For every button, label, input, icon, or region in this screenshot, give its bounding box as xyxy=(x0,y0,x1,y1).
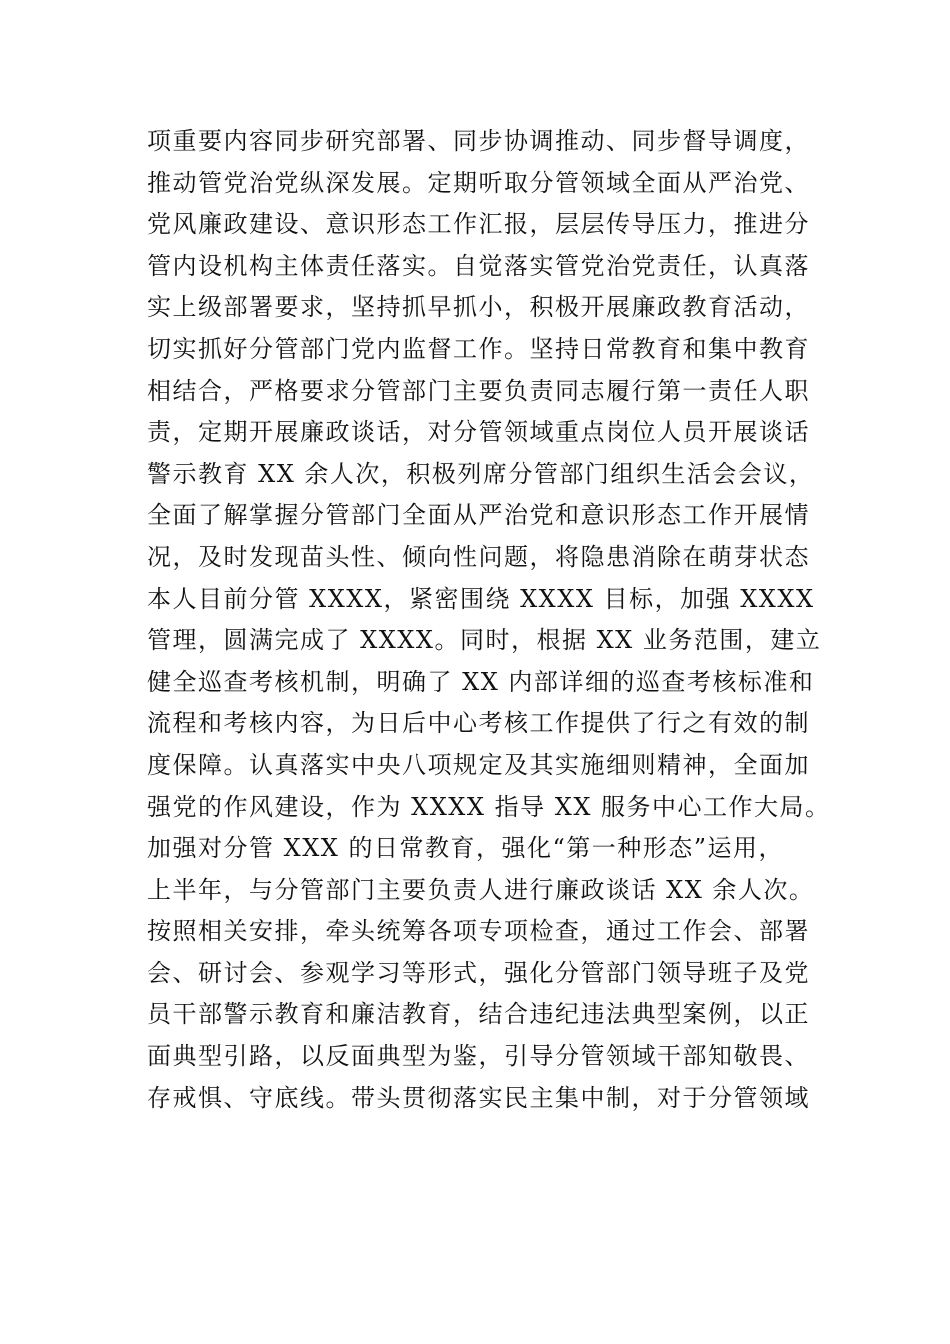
text-line: 况，及时发现苗头性、倾向性问题，将隐患消除在萌芽状态 xyxy=(147,542,810,571)
text-line: 党风廉政建设、意识形态工作汇报，层层传导压力，推进分 xyxy=(147,210,810,239)
text-line: 管理，圆满完成了 XXXX。同时，根据 XX 业务范围，建立 xyxy=(147,626,822,655)
text-line: 管内设机构主体责任落实。自觉落实管党治党责任，认真落 xyxy=(147,251,810,280)
text-line: 全面了解掌握分管部门全面从严治党和意识形态工作开展情 xyxy=(147,501,810,530)
text-line: 切实抓好分管部门党内监督工作。坚持日常教育和集中教育 xyxy=(147,334,810,363)
text-line: 流程和考核内容，为日后中心考核工作提供了行之有效的制 xyxy=(147,709,810,738)
text-line: 健全巡查考核机制，明确了 XX 内部详细的巡查考核标准和 xyxy=(147,667,815,696)
text-line: 员干部警示教育和廉洁教育，结合违纪违法典型案例，以正 xyxy=(147,1000,810,1029)
text-line: 强党的作风建设，作为 XXXX 指导 XX 服务中心工作大局。 xyxy=(147,792,831,821)
text-line: 项重要内容同步研究部署、同步协调推动、同步督导调度， xyxy=(147,127,810,155)
text-line: 面典型引路，以反面典型为鉴，引导分管领域干部知敬畏、 xyxy=(147,1042,810,1071)
text-line: 警示教育 XX 余人次，积极列席分管部门组织生活会会议， xyxy=(147,459,815,488)
text-line: 本人目前分管 XXXX，紧密围绕 XXXX 目标，加强 XXXX xyxy=(147,584,815,613)
body-text xyxy=(147,121,831,1119)
text-line: 加强对分管 XXX 的日常教育，强化“第一种形态”运用， xyxy=(147,834,785,863)
text-line: 相结合，严格要求分管部门主要负责同志履行第一责任人职 xyxy=(147,376,810,405)
text-line: 上半年，与分管部门主要负责人进行廉政谈话 XX 余人次。 xyxy=(147,875,815,904)
text-line: 会、研讨会、参观学习等形式，强化分管部门领导班子及党 xyxy=(147,958,810,987)
text-line: 推动管党治党纵深发展。定期听取分管领域全面从严治党、 xyxy=(147,168,810,197)
text-line: 按照相关安排，牵头统筹各项专项检查，通过工作会、部署 xyxy=(147,917,810,946)
text-line: 责，定期开展廉政谈话，对分管领域重点岗位人员开展谈话 xyxy=(147,418,810,447)
text-line: 存戒惧、守底线。带头贯彻落实民主集中制，对于分管领域 xyxy=(147,1083,810,1112)
text-line: 实上级部署要求，坚持抓早抓小，积极开展廉政教育活动， xyxy=(147,293,810,322)
text-line: 度保障。认真落实中央八项规定及其实施细则精神，全面加 xyxy=(147,750,810,779)
